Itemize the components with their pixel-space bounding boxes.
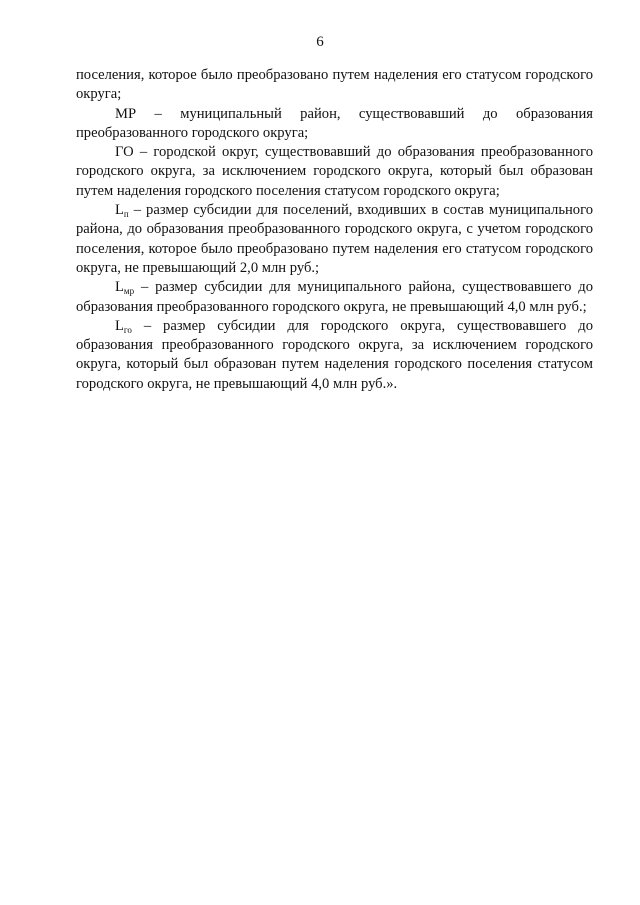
lp-subscript: п (123, 209, 129, 220)
lgo-symbol: L (115, 317, 124, 334)
lgo-subscript: го (123, 324, 132, 335)
paragraph-lgo-definition (76, 317, 593, 394)
document-body (76, 66, 593, 394)
lp-symbol: L (115, 202, 124, 219)
paragraph-settlement-continuation: поселения, которое было преобразовано путем наделения его статусом городского округа; (76, 67, 593, 103)
paragraph-mr-definition: МР – муниципальный район, существовавший до образования преобразованного городского округа; (76, 105, 593, 141)
lp-text: – размер субсидии для поселений, входивших в состав муниципального района, до образования преобразованного городского округа, с учетом городского поселения, которое было преобразовано путем наделения его статусом городского округа, не превышающий 2,0 млн руб.; (76, 202, 593, 276)
lmr-symbol: L (115, 279, 124, 296)
lmr-subscript: мр (123, 286, 135, 297)
lgo-text: – размер субсидии для городского округа, существовавшего до образования преобразованного городского округа, за исключением городского округа, который был образован путем наделения городского поселения статусом городского округа, не превышающий 4,0 млн руб.». (76, 317, 593, 392)
paragraph-lmr-definition (76, 278, 593, 317)
paragraph-go-definition: ГО – городской округ, существовавший до образования преобразованного городского округа, за исключением городского округа, который был образован путем наделения городского поселения статусом городского округа; (76, 144, 593, 199)
paragraph-lp-definition (76, 201, 593, 278)
lmr-text: – размер субсидии для муниципального района, существовавшего до образования преобразованного городского округа, не превышающий 4,0 млн руб.; (76, 279, 593, 315)
page-number: 6 (316, 34, 324, 50)
